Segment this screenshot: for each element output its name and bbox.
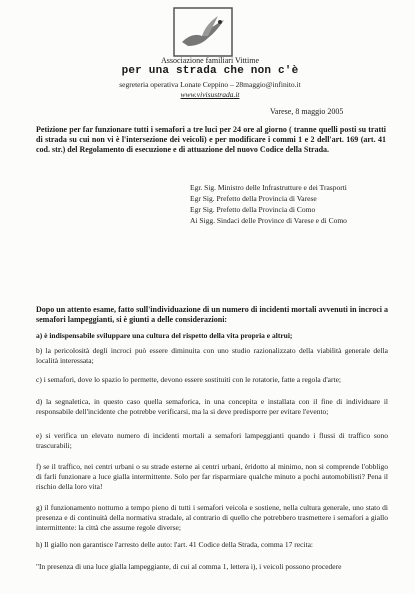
point-a: a) è indispensabile sviluppare una cultura del rispetto della vita propria e altrui; [36, 331, 293, 340]
secretariat-line: segreteria operativa Lonate Ceppino – 28maggio@infinito.it [119, 80, 301, 89]
petition-heading: Petizione per far funzionare tutti i semafori a tre luci per 24 ore al giorno ( tranne quelli posti su tratti di strada su cui non vi è l'intersezione dei veicoli) e per modificare i commi 1 e 2 dell'art. 169 (art. 41 cod. str.) del Regolamento di esecuzione e di attuazione del nuovo Codice della Strada. [36, 125, 386, 154]
point-e: e) si verifica un elevato numero di incidenti mortali a semafori lampeggianti quando i flussi di traffico sono trascurabili; [36, 431, 388, 450]
recipients-list [190, 182, 347, 226]
point-c: c) i semafori, dove lo spazio lo permette, devono essere sostituiti con le rotatorie, fatte a regola d'arte; [36, 375, 341, 384]
law-quote: "In presenza di una luce gialla lampeggiante, di cui al comma 1, lettera i), i veicoli possono procedere [36, 562, 342, 571]
dove-logo-icon [172, 6, 234, 58]
point-d: d) la segnaletica, in questo caso quella semaforica, in una concepita e installata con il fine di individuare il responsabile dell'incidente che potrebbe verificarsi, ma la si deve predisporre per evitare l'evento; [36, 397, 388, 416]
point-h: h) Il giallo non garantisce l'arresto delle auto: l'art. 41 Codice della Strada, comma 17 recita: [36, 540, 313, 549]
point-f: f) se il traffico, nei centri urbani o su strade esterne ai centri urbani, èridotto al minimo, non si comprende l'obbligo di farli funzionare a luce gialla intermittente. Solo per far risparmiare qualche minuto a pochi automobilisti? Pena il rischio della loro vita! [36, 462, 388, 491]
point-b: b) la pericolosità degli incroci può essere diminuita con uno studio razionalizzato della viabilità generale della località interessata; [36, 346, 388, 365]
letter-date: Varese, 8 maggio 2005 [270, 107, 344, 116]
intro-paragraph: Dopo un attento esame, fatto sull'individuazione di un numero di incidenti mortali avvenuti in incroci a semafori lampeggianti, si è giunti a delle considerazioni: [36, 305, 388, 324]
recipient-item: Egr. Sig. Ministro delle Infrastrutture e dei Trasporti [190, 183, 347, 192]
association-name: Associazione familiari Vittime [160, 56, 259, 65]
recipient-item: Egr Sig. Prefetto della Provincia di Varese [190, 194, 317, 203]
point-g: g) il funzionamento notturno a tempo pieno di tutti i semafori veicola e sostiene, nella cultura generale, uno stato di presenza e di continuità della normativa stradale, al contrario di quello che potrebbero trasmettere i semafori a giallo intermittente: la città che assume regole diverse; [36, 503, 388, 532]
website-link[interactable]: www.vivisustrada.it [180, 90, 240, 99]
association-title: per una strada che non c'è [121, 65, 299, 77]
recipient-item: Ai Sigg. Sindaci delle Province di Varese e di Como [190, 216, 347, 225]
recipient-item: Egr Sig. Prefetto della Provincia di Como [190, 205, 316, 214]
